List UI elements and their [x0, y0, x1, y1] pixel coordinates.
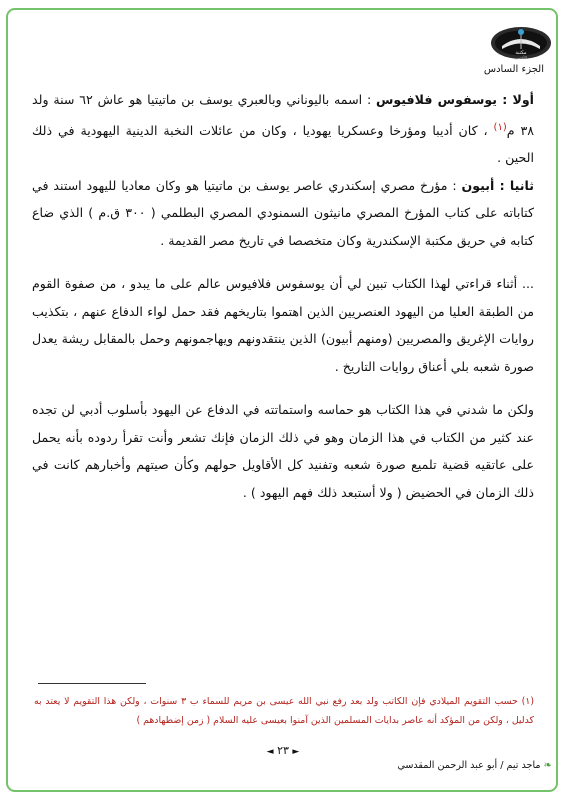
paragraph-1-text-b: ، كان أديبا ومؤرخا وعسكريا يهوديا ، وكان من عائلات النخبة الدينية اليهودية في ذلك الحين .	[32, 122, 534, 166]
logo-line-2: الأقصى	[514, 55, 528, 60]
page-number: ٢٣	[277, 744, 289, 757]
author-credit	[397, 760, 552, 771]
footnote: (١) حسب التقويم الميلادي فإن الكاتب ولد بعد رفع نبي الله عيسى بن مريم للسماء ب ٣ سنوات ، ولكن هذا التقويم لا يعتد به كدليل ، ولكن من المؤكد أنه عاصر بدايات المسلمين الذين آمنوا بعيسى عليه السلام ( زمن إضطهادهم )	[34, 696, 534, 726]
paragraph-3: ... أثناء قراءتي لهذا الكتاب تبين لي أن يوسفوس فلافيوس عالم على ما يبدو ، من صفوة القوم من الطبقة العليا من اليهود العنصريين الذين اهتموا بتاريخهم فقد حمل لواء الدفاع عنهم ، بتكذيب روايات الإغريق والمصريين (ومنهم أبيون) الذين ينتقدونهم ويهاجمونهم وحمل بالمقابل ريشة يعدل صورة شعبه بلي أعناق روايات التاريخ .	[32, 276, 534, 374]
document-body	[32, 86, 534, 506]
paragraph-1	[32, 86, 534, 172]
page-navigation	[0, 744, 566, 757]
author-name: ماجد تيم / أبو عبد الرحمن المقدسي	[397, 760, 541, 771]
footnote-marker[interactable]: (١)	[493, 121, 507, 133]
leaf-icon: ❧	[543, 760, 552, 771]
prev-page-arrow-icon[interactable]: ◄	[266, 747, 274, 757]
footnote-divider	[38, 683, 146, 684]
paragraph-1-heading: أولا : يوسفوس فلافيوس	[376, 92, 534, 107]
logo-line-1: مكتبة	[515, 50, 527, 56]
paragraph-2-text: : مؤرخ مصري إسكندري عاصر يوسف بن ماتيتيا هو وكان معاديا لليهود استند في كتاباته على كتاب المؤرخ المصري مانيثون السمنودي المصري البطلمي ( ٣٠٠ ق.م ) الذي ضاع كتابه في حريق مكتبة الإسكندرية وكان متخصصا في تاريخ مصر القديمة .	[32, 177, 534, 248]
next-page-arrow-icon[interactable]: ►	[292, 747, 300, 757]
paragraph-1-text-a: : اسمه باليوناني وبالعبري يوسف بن ماتيتيا هو عاش ٦٢ سنة ولد ٣٨ م	[32, 92, 534, 138]
paragraph-2-heading: ثانيا : أبيون	[461, 177, 534, 193]
book-logo-icon	[490, 24, 552, 60]
paragraph-2	[32, 172, 534, 255]
part-label: الجزء السادس	[483, 64, 544, 75]
paragraph-4: ولكن ما شدني في هذا الكتاب هو حماسه واستماتته في الدفاع عن اليهود بأسلوب أدبي لن تجده عند كثير من الكتاب في هذا الزمان وهو في ذلك الزمان فإنك تشعر وأنت تقرأ ردوده بأنه يحمل على عاتقيه قضية تلميع صورة شعبه وتفنيد كل الأقاويل حولهم وكأن صيتهم وأخبارهم كانت في ذلك الزمان في الحضيض ( ولا أستبعد ذلك فهم اليهود ) .	[32, 402, 534, 500]
